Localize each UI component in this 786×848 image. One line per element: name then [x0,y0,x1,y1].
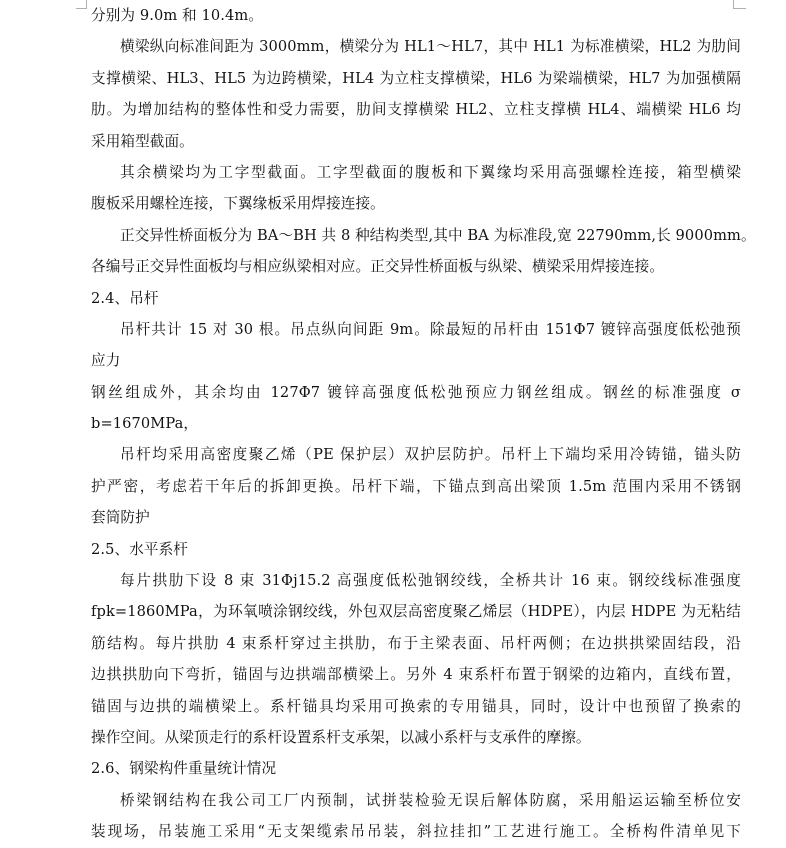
paragraph-line: fpk=1860MPa，为环氧喷涂钢绞线，外包双层高密度聚乙烯层（HDPE），内层 HDPE 为无粘结 [91,603,741,621]
section-heading: 2.4、吊杆 [91,289,159,307]
paragraph-line: 吊杆均采用高密度聚乙烯（PE 保护层）双护层防护。吊杆上下端均采用冷铸锚，锚头防 [120,446,741,464]
paragraph-line: b=1670MPa， [91,415,199,433]
paragraph-line: 套筒防护 [91,509,150,527]
paragraph-line: 腹板采用螺栓连接，下翼缘板采用焊接连接。 [91,195,385,213]
paragraph-line: 其余横梁均为工字型截面。工字型截面的腹板和下翼缘均采用高强螺栓连接，箱型横梁 [120,163,741,181]
paragraph-line: 护严密，考虑若干年后的拆卸更换。吊杆下端，下锚点到高出梁顶 1.5m 范围内采用不锈钢 [91,477,741,495]
paragraph-line: 锚固与边拱的端横梁上。系杆锚具均采用可换索的专用锚具，同时，设计中也预留了换索的 [91,697,741,715]
paragraph-line: 钢丝组成外，其余均由 127Φ7 镀锌高强度低松弛预应力钢丝组成。钢丝的标准强度 σ [91,383,741,401]
document-page [91,0,756,848]
section-heading: 2.5、水平系杆 [91,540,188,558]
paragraph-line: 每片拱肋下设 8 束 31Φj15.2 高强度低松弛钢绞线，全桥共计 16 束。钢绞线标准强度 [120,572,741,590]
paragraph-line: 筋结构。每片拱肋 4 束系杆穿过主拱肋，布于主梁表面、吊杆两侧；在边拱拱梁固结段，沿 [91,634,741,652]
paragraph-line: 操作空间。从梁顶走行的系杆设置系杆支承架，以减小系杆与支承件的摩擦。 [91,728,591,746]
paragraph-line: 肋。为增加结构的整体性和受力需要，肋间支撑横梁 HL2、立柱支撑横 HL4、端横梁 HL6 均 [91,101,741,119]
paragraph-line: 支撑横梁、HL3、HL5 为边跨横梁，HL4 为立柱支撑横梁，HL6 为梁端横梁，HL7 为加强横隔 [91,69,741,87]
paragraph-line: 桥梁钢结构在我公司工厂内预制，试拼装检验无误后解体防腐，采用船运运输至桥位安 [120,791,741,809]
paragraph-line: 分别为 9.0m 和 10.4m。 [91,7,263,24]
paragraph-line: 吊杆共计 15 对 30 根。吊点纵向间距 9m。除最短的吊杆由 151Φ7 镀锌高强度低松弛预 [120,320,741,338]
paragraph-line: 各编号正交异性面板均与相应纵梁相对应。正交异性桥面板与纵梁、横梁采用焊接连接。 [91,258,665,276]
paragraph-line: 应力 [91,352,121,370]
paragraph-line: 装现场，吊装施工采用“无支架缆索吊吊装，斜拉挂扣”工艺进行施工。全桥构件清单见下 [91,823,741,841]
paragraph-line: 采用箱型截面。 [91,132,194,150]
paragraph-line: 横梁纵向标准间距为 3000mm，横梁分为 HL1～HL7，其中 HL1 为标准横梁，HL2 为肋间 [120,38,741,56]
paragraph-line: 正交异性桥面板分为 BA～BH 共 8 种结构类型,其中 BA 为标准段,宽 22790mm,长 9000mm。 [120,226,756,244]
section-heading: 2.6、钢梁构件重量统计情况 [91,760,277,778]
paragraph-line: 边拱拱肋向下弯折，锚固与边拱端部横梁上。另外 4 束系杆布置于钢梁的边箱内，直线布置， [91,666,741,684]
page-corner-mark-left [76,0,87,9]
